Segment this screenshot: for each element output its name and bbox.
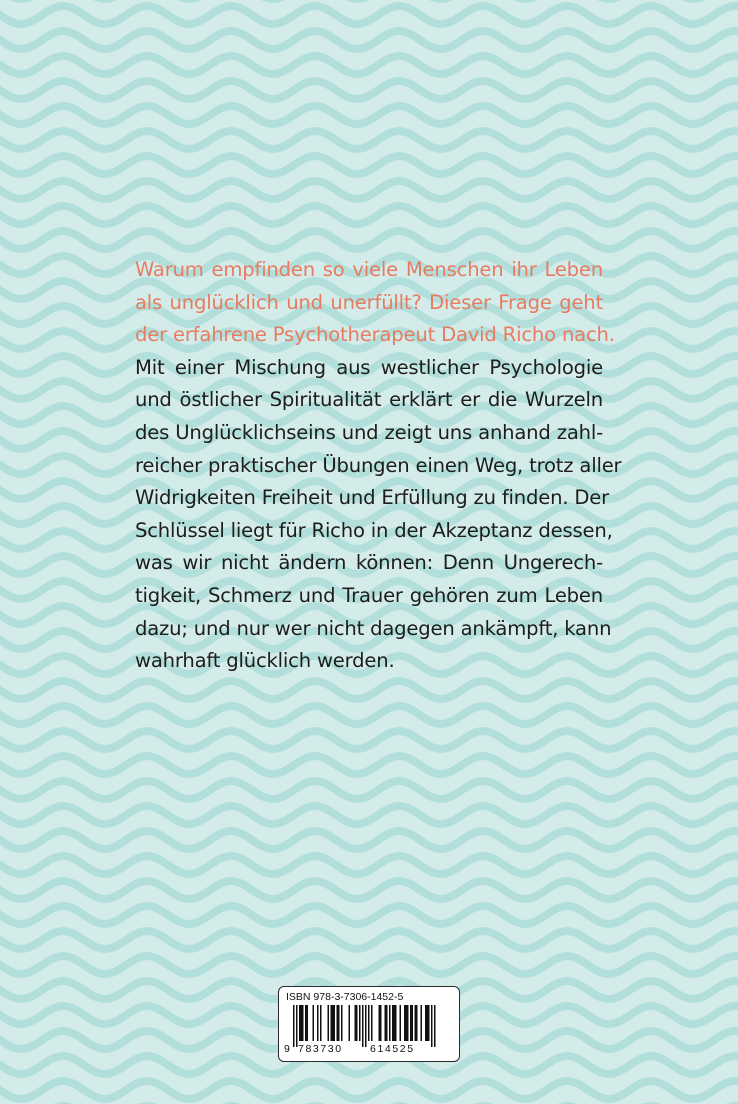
blurb-accent-line: der erfahrene Psychotherapeut David Richo nach. [135,323,615,347]
barcode-bar [404,1005,406,1041]
barcode-bar [356,1005,358,1041]
barcode-bar [395,1005,397,1041]
barcode-bar [328,1005,330,1041]
wave-line [0,831,738,849]
blurb-accent-line: Warum empfinden so viele Menschen ihr Leben [135,258,603,281]
wave-line [0,106,738,124]
wave-line [0,956,738,974]
blurb-text [135,254,622,678]
barcode-right-group: 614525 [370,1043,415,1055]
wave-line [0,681,738,699]
barcode-bar [338,1005,340,1041]
blurb-body-line: wahrhaft glücklich werden. [135,649,395,673]
blurb-body-line: Schlüssel liegt für Richo in der Akzeptanz dessen, [135,518,613,542]
barcode-bar [332,1005,334,1041]
blurb-body-line: dazu; und nur wer nicht dagegen ankämpft, kann [135,616,612,640]
barcode-bar [365,1005,367,1047]
blurb-body-line: tigkeit, Schmerz und Trauer gehören zum Leben [135,583,603,607]
barcode-bar [293,1005,295,1047]
wave-line [0,156,738,174]
wave-line [0,706,738,724]
barcode-bar [331,1005,333,1041]
wave-line [0,731,738,749]
wave-line [0,881,738,899]
wave-line [0,56,738,74]
blurb-body-line: Widrigkeiten Freiheit und Erfüllung zu finden. Der [135,486,609,510]
barcode-bar [380,1005,382,1041]
wave-line [0,231,738,249]
barcode-bar [407,1005,409,1041]
barcode-bar [301,1005,303,1041]
barcode-bar [355,1005,357,1041]
barcode-bar [296,1005,298,1047]
barcode-bar [425,1005,427,1041]
barcode-bar [371,1005,373,1041]
blurb-body-line: und östlicher Spiritualität erklärt er die Wurzeln [135,388,603,412]
barcode-bar [337,1005,339,1041]
barcode-left-group: 783730 [298,1043,343,1055]
barcode-bar [394,1005,396,1041]
barcode-bar [385,1005,387,1041]
wave-line [0,31,738,49]
barcode-bar [392,1005,394,1041]
barcode-bar [320,1005,322,1041]
barcode-bar [389,1005,391,1041]
barcode-bar [386,1005,388,1041]
isbn-barcode [278,986,460,1062]
blurb-body-line: reicher praktischer Übungen einen Weg, trotz aller [135,453,622,477]
barcode-bar [427,1005,429,1041]
barcode-bar [400,1005,402,1041]
wave-line [0,1081,738,1099]
barcode-bar [341,1005,343,1041]
barcode-bar [362,1005,364,1047]
wave-line [0,81,738,99]
barcode-bar [406,1005,408,1041]
barcode-bar [307,1005,309,1041]
barcode-bar [313,1005,315,1041]
barcode-bar [359,1005,361,1041]
barcode-bars [293,1005,443,1047]
barcode-bar [349,1005,351,1041]
barcode-bar [410,1005,412,1041]
blurb-body-line: Mit einer Mischung aus westlicher Psychologie [135,355,603,379]
barcode-bar [412,1005,414,1041]
barcode-bar [305,1005,307,1041]
barcode-first-digit: 9 [284,1043,290,1055]
wave-line [0,906,738,924]
barcode-bar [415,1005,417,1041]
wave-line [0,856,738,874]
barcode-bar [421,1005,423,1041]
wave-line [0,931,738,949]
barcode-bar [299,1005,301,1041]
wave-line [0,806,738,824]
wave-line [0,781,738,799]
wave-line [0,6,738,24]
blurb-body-line: was wir nicht ändern können: Denn Ungerech- [135,551,603,575]
wave-line [0,131,738,149]
barcode-bar [368,1005,370,1041]
barcode-bar [434,1005,436,1047]
wave-line [0,756,738,774]
barcode-bar [431,1005,433,1047]
barcode-bar [428,1005,430,1041]
barcode-bar [302,1005,304,1041]
blurb-body-line: des Unglücklichseins und zeigt uns anhand zahl- [135,420,603,444]
wave-line [0,181,738,199]
isbn-label: ISBN 978-3-7306-1452-5 [286,991,404,1003]
wave-line [0,206,738,224]
blurb-accent-line: als unglücklich und unerfüllt? Dieser Frage geht [135,290,603,314]
barcode-bar [416,1005,418,1041]
barcode-bar [379,1005,381,1041]
barcode-bar [317,1005,319,1041]
barcode-bar [334,1005,336,1041]
